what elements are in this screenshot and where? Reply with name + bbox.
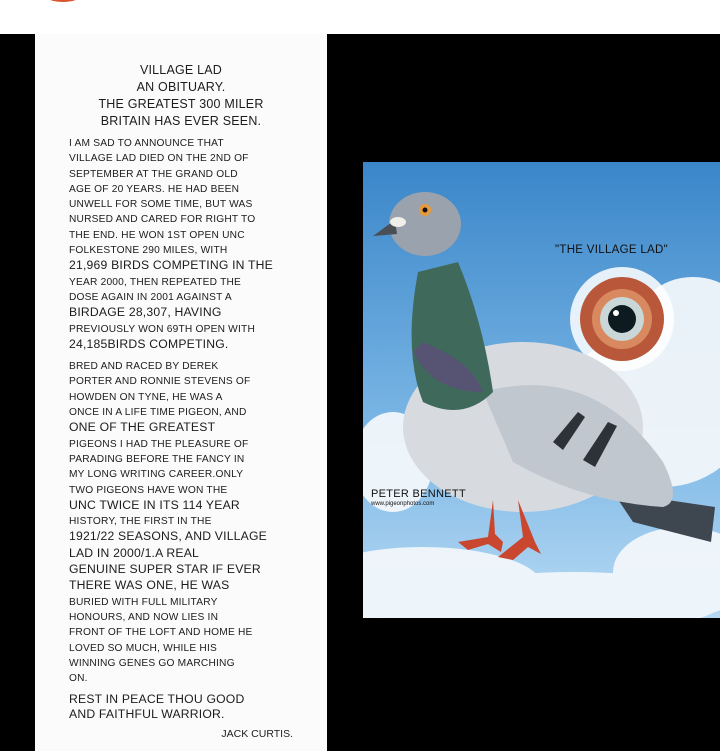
body-line: NURSED AND CARED FOR RIGHT TO: [69, 214, 256, 226]
pigeon-illustration: [363, 162, 720, 618]
obituary-panel: [0, 34, 358, 751]
body-line: DOSE AGAIN IN 2001 AGAINST A: [69, 291, 232, 303]
body-line: 24,185BIRDS COMPETING.: [69, 336, 229, 351]
obituary-body: [35, 136, 327, 722]
body-line: THE END. HE WON 1ST OPEN UNC: [69, 229, 245, 241]
obituary-document: [35, 34, 327, 751]
top-bar: [0, 0, 720, 34]
credit-name: PETER BENNETT: [371, 488, 466, 500]
body-line: FRONT OF THE LOFT AND HOME HE: [69, 627, 253, 639]
paragraph-1: [69, 136, 293, 353]
body-line: PIGEONS I HAD THE PLEASURE OF: [69, 438, 249, 450]
body-line: VILLAGE LAD DIED ON THE 2ND OF: [69, 153, 249, 165]
post-image[interactable]: [0, 34, 720, 751]
body-line: BIRDAGE 28,307, HAVING: [69, 305, 222, 320]
body-line: I AM SAD TO ANNOUNCE THAT: [69, 138, 224, 149]
obituary-title: [35, 62, 327, 130]
body-line: BRED AND RACED BY DEREK: [69, 361, 219, 373]
body-line: ON.: [69, 673, 88, 685]
paragraph-2: [69, 359, 293, 686]
body-line: YEAR 2000, THEN REPEATED THE: [69, 276, 242, 288]
body-line: HOWDEN ON TYNE, HE WAS A: [69, 391, 223, 403]
signature: JACK CURTIS.: [221, 728, 293, 741]
avatar[interactable]: [40, 0, 86, 2]
body-line: BURIED WITH FULL MILITARY: [69, 596, 218, 608]
body-line: LOVED SO MUCH, WHILE HIS: [69, 642, 218, 654]
body-line: HISTORY, THE FIRST IN THE: [69, 516, 212, 528]
photo-panel: [363, 34, 720, 751]
title-line: VILLAGE LAD: [139, 63, 223, 77]
body-line: HONOURS, AND NOW LIES IN: [69, 611, 219, 623]
closing-line: AND FAITHFUL WARRIOR.: [69, 707, 225, 722]
body-line: PREVIOUSLY WON 69TH OPEN WITH: [69, 323, 255, 335]
body-line: WINNING GENES GO MARCHING: [69, 657, 235, 669]
credit-url: www.pigeonphotos.com: [371, 501, 435, 507]
title-line: AN OBITUARY.: [136, 80, 226, 94]
body-line: LAD IN 2000/1.A REAL: [69, 545, 200, 560]
body-line: ONCE IN A LIFE TIME PIGEON, AND: [69, 407, 247, 419]
body-line: 1921/22 SEASONS, AND VILLAGE: [69, 529, 267, 544]
body-line: 21,969 BIRDS COMPETING IN THE: [69, 258, 274, 273]
title-line: THE GREATEST 300 MILER: [98, 97, 264, 111]
body-line: ONE OF THE GREATEST: [69, 420, 216, 435]
body-line: GENUINE SUPER STAR IF EVER: [69, 562, 261, 577]
title-line: BRITAIN HAS EVER SEEN.: [100, 114, 262, 128]
body-line: PORTER AND RONNIE STEVENS OF: [69, 376, 251, 388]
body-line: FOLKESTONE 290 MILES, WITH: [69, 245, 228, 257]
body-line: AGE OF 20 YEARS. HE HAD BEEN: [69, 183, 240, 195]
photo-credit: [371, 488, 466, 507]
closing-line: REST IN PEACE THOU GOOD: [69, 692, 245, 707]
village-lad-label: "THE VILLAGE LAD": [555, 244, 668, 256]
body-line: SEPTEMBER AT THE GRAND OLD: [69, 168, 238, 180]
closing-lines: [69, 692, 293, 722]
body-line: TWO PIGEONS HAVE WON THE: [69, 484, 228, 496]
body-line: THERE WAS ONE, HE WAS: [69, 578, 230, 593]
body-line: UNC TWICE IN ITS 114 YEAR: [69, 497, 240, 512]
body-line: MY LONG WRITING CAREER.ONLY: [69, 469, 244, 481]
pigeon-photo: [363, 162, 720, 618]
body-line: UNWELL FOR SOME TIME, BUT WAS: [69, 199, 253, 211]
body-line: PARADING BEFORE THE FANCY IN: [69, 453, 245, 465]
